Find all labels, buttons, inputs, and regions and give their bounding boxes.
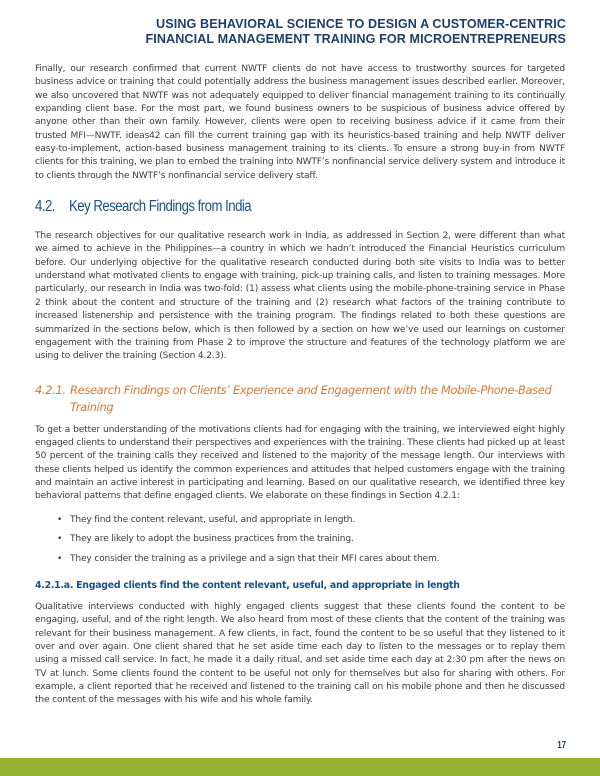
page-content <box>35 63 565 708</box>
list-item <box>57 514 565 527</box>
footer-bar <box>0 758 600 776</box>
section-4-2-paragraph: The research objectives for our qualitative research work in India, as addressed in Section 2, were different than what we aimed to achieve in the Philippines—a country in which we hadn’t introduced the Financial Heuristics curriculum before. Our underlying objective for the qualitative research conducted during both site visits to India was to better understand what motivated clients to engage with training, pick-up training calls, and listen to training messages. More particularly, our research in India was two-fold: (1) assess what clients using the mobile-phone-training service in Phase 2 think about the content and structure of the training and (2) research what factors of the training contribute to increased listenership and persistence with the training program. The findings related to both these questions are summarized in the sections below, which is then followed by a section on how we’ve used our learnings on customer engagement with the training from Phase 2 to improve the structure and features of the technology platform we are using to deliver the training (Section 4.2.3). <box>35 231 565 362</box>
subsection-heading-4-2-1 <box>35 382 565 416</box>
intro-paragraph: Finally, our research confirmed that current NWTF clients do not have access to trustworthy sources for targeted business advice or training that could potentially address the business management issues described earlier. Moreover, we also uncovered that NWTF was not adequately equipped to deliver financial management training to its continually expanding client base. For the most part, we found business owners to be suspicious of business advice offered by anyone other than their own family. However, clients were open to receiving business advice if it came from their trusted MFI—NWTF. ideas42 can fill the current training gap with its heuristics-based training and help NWTF deliver easy-to-implement, action-based business management training to its clients. To ensure a strong buy-in from NWTF clients for this training, we plan to embed the training into NWTF’s nonfinancial service delivery system and introduce it to clients through the NWTF’s nonfinancial service delivery staff. <box>35 64 565 181</box>
subsection-number: 4.2.1. <box>35 382 66 397</box>
subsubsection-heading-4-2-1-a: 4.2.1.a. Engaged clients find the content relevant, useful, and appropriate in length <box>35 580 460 591</box>
section-number: 4.2. <box>35 198 55 216</box>
list-item <box>57 533 565 546</box>
running-header-line-1: USING BEHAVIORAL SCIENCE TO DESIGN A CUSTOMER-CENTRIC <box>156 17 566 31</box>
list-item-text: They are likely to adopt the business practices from the training. <box>70 534 354 545</box>
subsubsection-4-2-1-a-paragraph: Qualitative interviews conducted with highly engaged clients suggest that these clients found the content to be engaging, useful, and of the right length. We also heard from most of these clients that the content of the training was relevant for their business management. A few clients, in fact, found the content to be so useful that they listened to it over and over again. One client shared that he set aside time each day to listen to the messages or to replay them using a missed call service. In fact, he made it a daily ritual, and set aside time each day at 2:30 pm after the news on TV at lunch. Some clients found the content to be useful not only for themselves but also for sharing with others. For example, a client reported that he received and listened to the training call on his mobile phone and then he discussed the content of the messages with his wife and his whole family. <box>35 602 565 706</box>
findings-bullet-list <box>35 514 565 566</box>
list-item-text: They consider the training as a privilege and a sign that their MFI cares about them. <box>70 553 440 564</box>
section-heading-4-2 <box>35 200 486 224</box>
running-header-line-2: FINANCIAL MANAGEMENT TRAINING FOR MICROENTREPRENEURS <box>145 32 566 46</box>
section-title: Key Research Findings from India <box>69 198 252 216</box>
bullet-icon: • <box>57 514 63 525</box>
list-item <box>57 553 565 566</box>
subsection-4-2-1-paragraph: To get a better understanding of the motivations clients had for engaging with the training, we interviewed eight highly engaged clients to understand their perspectives and experiences with the training. These clients had picked up at least 50 percent of the training calls they received and listened to the majority of the message length. Our interviews with these clients helped us identify the common experiences and attitudes that helped customers engage with the training and maintain an active interest in participating and learning. Based on our qualitative research, we identified three key behavioral patterns that define engaged clients. We elaborate on these findings in Section 4.2.1: <box>35 424 565 502</box>
bullet-icon: • <box>57 553 63 564</box>
running-header <box>0 17 600 47</box>
bullet-icon: • <box>57 534 63 545</box>
subsection-title: Research Findings on Clients’ Experience and Engagement with the Mobile-Phone-Based Training <box>70 382 552 414</box>
page-number: 17 <box>557 740 566 751</box>
list-item-text: They find the content relevant, useful, and appropriate in length. <box>70 514 356 525</box>
